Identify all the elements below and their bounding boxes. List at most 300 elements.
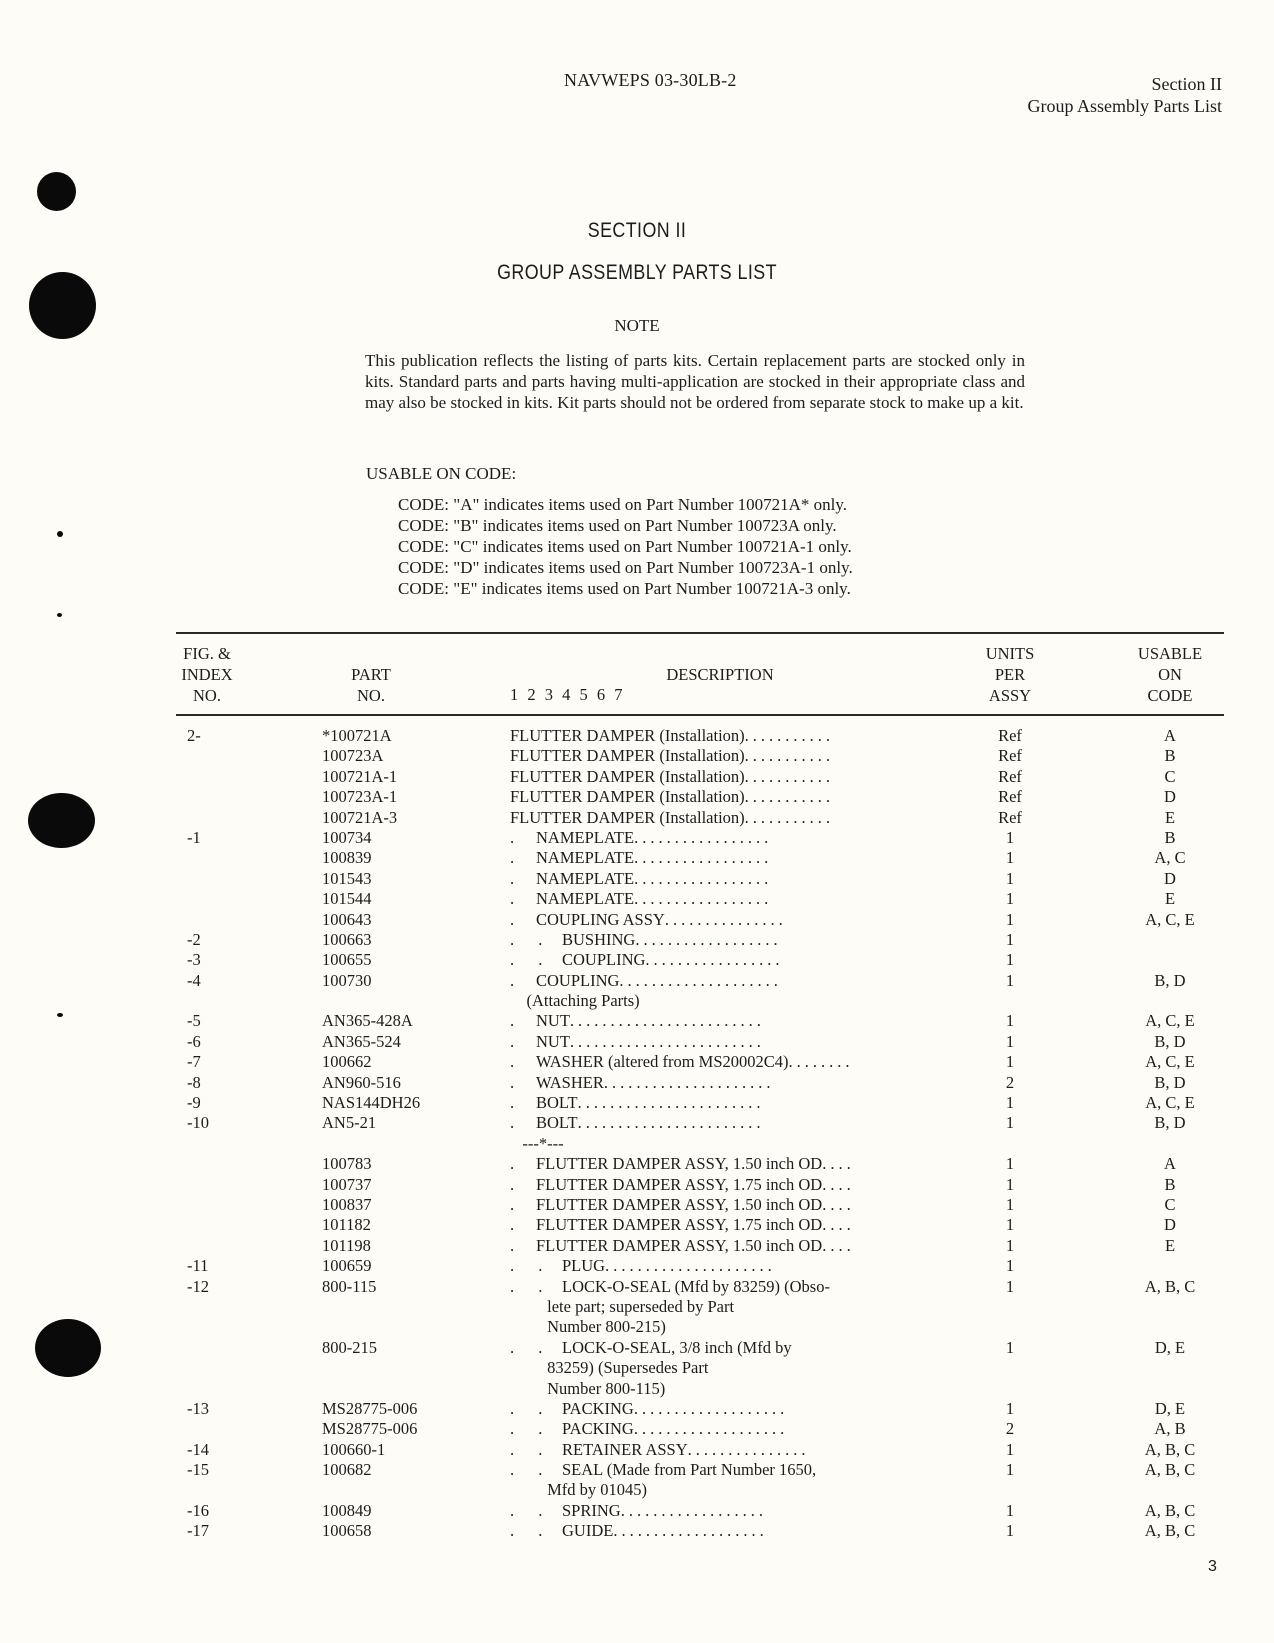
description-text: SPRING xyxy=(562,1500,621,1520)
punch-hole xyxy=(37,172,76,211)
indent-dots: . xyxy=(510,1113,525,1133)
indent-dots: . . xyxy=(510,929,553,949)
description xyxy=(510,930,782,950)
usable-on-code: A, B xyxy=(1154,1419,1186,1439)
indent-dots: . xyxy=(510,1194,525,1214)
usable-on-code: E xyxy=(1164,889,1176,909)
description xyxy=(510,1419,788,1439)
description xyxy=(510,808,834,828)
part-number: 101182 xyxy=(322,1215,371,1235)
description xyxy=(510,1052,854,1072)
indent-dots: . xyxy=(510,970,525,990)
page-title: GROUP ASSEMBLY PARTS LIST xyxy=(497,261,777,284)
description-text: FLUTTER DAMPER (Installation) xyxy=(510,787,745,807)
code-definition: CODE: "E" indicates items used on Part Number 100721A-3 only. xyxy=(398,579,851,598)
part-number: 100730 xyxy=(322,970,372,990)
description xyxy=(510,1317,666,1337)
fig-index: 2- xyxy=(187,726,201,745)
indent-dots: . . xyxy=(510,1521,553,1541)
description xyxy=(510,1215,855,1235)
indent-dots: . . xyxy=(510,1500,553,1520)
usable-on-code: E xyxy=(1164,807,1176,827)
description-text: FLUTTER DAMPER ASSY, 1.50 inch OD xyxy=(536,1154,823,1174)
usable-on-code: B, D xyxy=(1154,1031,1186,1051)
description xyxy=(510,1501,767,1521)
indent-dots: . xyxy=(510,909,525,929)
leader-dots: ....................... xyxy=(577,1113,765,1133)
description-text: NAMEPLATE xyxy=(536,889,635,909)
description xyxy=(510,1073,774,1093)
part-number: MS28775-006 xyxy=(322,1398,418,1418)
table-row xyxy=(0,746,1274,766)
table-row xyxy=(0,1440,1274,1460)
leader-dots: .... xyxy=(822,1154,855,1174)
units-per-assy: 1 xyxy=(1005,1235,1015,1255)
table-row xyxy=(0,1399,1274,1419)
part-number: *100721A xyxy=(322,726,392,745)
fig-index: -15 xyxy=(187,1460,209,1480)
fig-index: -2 xyxy=(187,929,201,949)
leader-dots: ........... xyxy=(744,746,835,766)
page-number: 3 xyxy=(1208,1558,1217,1575)
units-per-assy: 1 xyxy=(1005,909,1015,929)
description xyxy=(510,1440,810,1460)
description-text: NAMEPLATE xyxy=(536,827,635,847)
description-text: Number 800-115) xyxy=(510,1378,666,1398)
indent-dots: . . xyxy=(510,1256,553,1276)
description-text: LOCK-O-SEAL (Mfd by 83259) (Obso- xyxy=(562,1276,830,1296)
units-per-assy: 1 xyxy=(1005,1337,1015,1357)
part-number: AN365-428A xyxy=(322,1011,413,1031)
units-per-assy: 1 xyxy=(1005,1439,1015,1459)
usable-on-code: B, D xyxy=(1154,1072,1186,1092)
table-row xyxy=(0,1175,1274,1195)
part-number: 101198 xyxy=(322,1235,371,1255)
usable-on-code: E xyxy=(1164,1235,1176,1255)
leader-dots: ................. xyxy=(634,848,773,868)
section-heading: SECTION II xyxy=(587,219,687,242)
leader-dots: ........... xyxy=(744,726,835,745)
part-number: 800-115 xyxy=(322,1276,377,1296)
part-number: 100737 xyxy=(322,1174,372,1194)
description-text: Mfd by 01045) xyxy=(510,1480,648,1500)
indent-dots: . xyxy=(510,1174,525,1194)
table-row xyxy=(0,930,1274,950)
units-per-assy: 1 xyxy=(1005,1011,1015,1031)
units-per-assy: Ref xyxy=(998,726,1022,745)
description xyxy=(510,910,787,930)
units-per-assy: Ref xyxy=(998,787,1022,807)
code-definition: CODE: "A" indicates items used on Part Number 100721A* only. xyxy=(398,495,848,514)
description-text: PLUG xyxy=(562,1256,606,1276)
units-per-assy: 1 xyxy=(1005,1256,1015,1276)
leader-dots: .................... xyxy=(619,970,782,990)
part-number: 100837 xyxy=(322,1194,372,1214)
description-text: Number 800-215) xyxy=(510,1317,666,1337)
units-per-assy: 1 xyxy=(1005,848,1015,868)
indent-dots: . . xyxy=(510,1337,553,1357)
units-per-assy: 1 xyxy=(1005,827,1015,847)
description-text: RETAINER ASSY xyxy=(562,1439,688,1459)
description xyxy=(510,889,772,909)
indent-dots: . xyxy=(510,889,525,909)
table-row xyxy=(0,1032,1274,1052)
description xyxy=(510,1399,788,1419)
part-number: 100734 xyxy=(322,827,372,847)
description-text: SEAL (Made from Part Number 1650, xyxy=(562,1460,817,1480)
part-number: 100723A xyxy=(322,746,384,766)
leader-dots: ................. xyxy=(634,889,773,909)
table-row xyxy=(0,1419,1274,1439)
description xyxy=(510,1480,647,1500)
part-number: 100682 xyxy=(322,1460,372,1480)
part-number: 800-215 xyxy=(322,1337,377,1357)
units-per-assy: 2 xyxy=(1005,1072,1015,1092)
description xyxy=(510,1113,764,1133)
table-row xyxy=(0,1501,1274,1521)
table-row xyxy=(0,1317,1274,1337)
part-number: AN960-516 xyxy=(322,1072,401,1092)
description-text: PACKING xyxy=(562,1419,634,1439)
table-row xyxy=(0,1297,1274,1317)
table-row xyxy=(0,726,1274,746)
description-text: 83259) (Supersedes Part xyxy=(510,1358,709,1378)
table-row xyxy=(0,1338,1274,1358)
usable-on-code: A, C, E xyxy=(1145,1011,1195,1031)
units-per-assy: 1 xyxy=(1005,950,1015,970)
description xyxy=(510,1460,816,1480)
leader-dots: ................... xyxy=(613,1521,768,1541)
part-number: 100659 xyxy=(322,1256,372,1276)
description-text: FLUTTER DAMPER ASSY, 1.50 inch OD xyxy=(536,1235,823,1255)
leader-dots: ..................... xyxy=(605,1256,776,1276)
usable-on-code: B, D xyxy=(1154,1113,1186,1133)
usable-on-code: A, B, C xyxy=(1144,1500,1196,1520)
leader-dots: .... xyxy=(822,1174,855,1194)
fig-index: -14 xyxy=(187,1439,209,1459)
fig-index: -3 xyxy=(187,950,201,970)
units-per-assy: 1 xyxy=(1005,1113,1015,1133)
indent-dots: . . xyxy=(510,1398,553,1418)
usable-on-code: D, E xyxy=(1154,1337,1186,1357)
table-row xyxy=(0,971,1274,991)
indent-dots: . xyxy=(510,868,525,888)
table-row xyxy=(0,1073,1274,1093)
table-row xyxy=(0,767,1274,787)
usable-on-code: B xyxy=(1164,1174,1176,1194)
indent-dots: . xyxy=(510,827,525,847)
table-row xyxy=(0,1052,1274,1072)
usable-on-code: A, C, E xyxy=(1145,1093,1195,1113)
table-row xyxy=(0,787,1274,807)
description xyxy=(510,726,834,746)
description xyxy=(510,1195,855,1215)
part-number: 100839 xyxy=(322,848,372,868)
table-row xyxy=(0,1215,1274,1235)
table-row xyxy=(0,1358,1274,1378)
description xyxy=(510,746,834,766)
usable-on-code: A, C, E xyxy=(1145,1052,1195,1072)
description xyxy=(510,1297,734,1317)
description-text: NAMEPLATE xyxy=(536,848,635,868)
leader-dots: .................. xyxy=(620,1500,767,1520)
usable-on-code: A, B, C xyxy=(1144,1460,1196,1480)
leader-dots: ................. xyxy=(634,868,773,888)
fig-index: -16 xyxy=(187,1500,209,1520)
part-number: 100658 xyxy=(322,1521,372,1541)
table-row xyxy=(0,1460,1274,1480)
indent-dots: . xyxy=(510,1235,525,1255)
usable-on-code: D xyxy=(1164,868,1176,888)
table-row xyxy=(0,1236,1274,1256)
fig-index: -4 xyxy=(187,970,201,990)
part-number: 101544 xyxy=(322,889,372,909)
fig-index: -12 xyxy=(187,1276,209,1296)
description-text: WASHER (altered from MS20002C4) xyxy=(536,1052,789,1072)
part-number: 100663 xyxy=(322,929,372,949)
fig-index: -11 xyxy=(187,1256,209,1276)
units-per-assy: 2 xyxy=(1005,1419,1015,1439)
units-per-assy: 1 xyxy=(1005,1093,1015,1113)
table-row xyxy=(0,1113,1274,1133)
units-per-assy: 1 xyxy=(1005,1276,1015,1296)
units-per-assy: 1 xyxy=(1005,889,1015,909)
fig-index: -7 xyxy=(187,1052,201,1072)
note-body: This publication reflects the listing of parts kits. Certain replacement parts are stocked only in kits. Standard parts and parts having multi-application are stocked in their appropriate class and may also be stocked in kits. Kit parts should not be ordered from separate stock to make up a kit. xyxy=(365,351,1025,412)
description-text: NUT xyxy=(536,1031,570,1051)
fig-index: -13 xyxy=(187,1398,209,1418)
leader-dots: .................. xyxy=(635,929,782,949)
indent-dots: . . xyxy=(510,1439,553,1459)
punch-hole xyxy=(57,531,63,537)
description xyxy=(510,1032,765,1052)
code-definition: CODE: "B" indicates items used on Part Number 100723A only. xyxy=(398,516,837,535)
description xyxy=(510,767,834,787)
leader-dots: ............... xyxy=(687,1439,810,1459)
usable-on-code: A, C xyxy=(1154,848,1186,868)
fig-index: -1 xyxy=(187,827,201,847)
description-text: FLUTTER DAMPER ASSY, 1.75 inch OD xyxy=(536,1174,823,1194)
table-header-rule xyxy=(176,714,1224,716)
leader-dots: ........... xyxy=(744,807,835,827)
header-part-no: PART NO. xyxy=(351,665,391,705)
part-number: 100662 xyxy=(322,1052,372,1072)
usable-on-code: D, E xyxy=(1154,1398,1186,1418)
section-label: Section II xyxy=(1151,74,1222,94)
description xyxy=(510,1134,564,1154)
fig-index: -9 xyxy=(187,1093,201,1113)
note-title: NOTE xyxy=(614,316,660,335)
usable-on-code: B xyxy=(1164,827,1176,847)
description xyxy=(510,1338,792,1358)
description xyxy=(510,848,772,868)
description-text: NAMEPLATE xyxy=(536,868,635,888)
usable-on-code: A, B, C xyxy=(1144,1521,1196,1541)
description xyxy=(510,1358,708,1378)
indent-dots: . . xyxy=(510,1419,553,1439)
units-per-assy: 1 xyxy=(1005,970,1015,990)
leader-dots: ................. xyxy=(634,827,773,847)
units-per-assy: Ref xyxy=(998,746,1022,766)
table-row xyxy=(0,1134,1274,1154)
header-description: DESCRIPTION xyxy=(666,665,774,684)
table-row xyxy=(0,848,1274,868)
header-units-per-assy: UNITS PER ASSY xyxy=(985,644,1035,705)
indent-dots: . xyxy=(510,1072,525,1092)
indent-dots: . xyxy=(510,1011,525,1031)
header-usable-on-code: USABLE ON CODE xyxy=(1137,644,1203,705)
description xyxy=(510,991,640,1011)
description xyxy=(510,1521,768,1541)
header-fig-index: FIG. & INDEX NO. xyxy=(181,644,233,705)
indent-dots: . xyxy=(510,1154,525,1174)
description-text: FLUTTER DAMPER ASSY, 1.50 inch OD xyxy=(536,1194,823,1214)
part-number: 100643 xyxy=(322,909,372,929)
description-text: COUPLING ASSY xyxy=(536,909,665,929)
units-per-assy: 1 xyxy=(1005,1031,1015,1051)
section-title: Group Assembly Parts List xyxy=(1027,96,1222,116)
units-per-assy: 1 xyxy=(1005,868,1015,888)
part-number: 100660-1 xyxy=(322,1439,386,1459)
table-row xyxy=(0,1011,1274,1031)
part-number: AN5-21 xyxy=(322,1113,377,1133)
description xyxy=(510,950,784,970)
indent-dots: . . xyxy=(510,1460,553,1480)
table-row xyxy=(0,869,1274,889)
leader-dots: .... xyxy=(822,1194,855,1214)
description-text: BUSHING xyxy=(562,929,636,949)
leader-dots: ............... xyxy=(664,909,787,929)
leader-dots: .... xyxy=(822,1235,855,1255)
part-number: 100723A-1 xyxy=(322,787,398,807)
usable-on-code: C xyxy=(1164,1194,1176,1214)
usable-on-code: D xyxy=(1164,1215,1176,1235)
description xyxy=(510,1011,765,1031)
units-per-assy: 1 xyxy=(1005,1215,1015,1235)
description-text: lete part; superseded by Part xyxy=(510,1296,735,1316)
description-text: FLUTTER DAMPER (Installation) xyxy=(510,746,745,766)
part-number: AN365-524 xyxy=(322,1031,401,1051)
units-per-assy: Ref xyxy=(998,807,1022,827)
header-indent-levels: 1 2 3 4 5 6 7 xyxy=(510,685,623,704)
units-per-assy: 1 xyxy=(1005,929,1015,949)
table-row xyxy=(0,1277,1274,1297)
description xyxy=(510,1277,830,1297)
usable-on-code: B xyxy=(1164,746,1176,766)
table-row xyxy=(0,1480,1274,1500)
description xyxy=(510,1236,855,1256)
usable-code-list xyxy=(398,494,853,599)
leader-dots: ................. xyxy=(645,950,784,970)
description xyxy=(510,971,782,991)
leader-dots: ..................... xyxy=(603,1072,775,1092)
part-number: 100721A-1 xyxy=(322,766,398,786)
code-definition: CODE: "D" indicates items used on Part Number 100723A-1 only. xyxy=(398,558,853,577)
units-per-assy: 1 xyxy=(1005,1174,1015,1194)
table-row xyxy=(0,910,1274,930)
leader-dots: ........................ xyxy=(569,1011,765,1031)
leader-dots: ........ xyxy=(788,1052,854,1072)
table-row xyxy=(0,1521,1274,1541)
usable-on-code: A, C, E xyxy=(1145,909,1195,929)
table-row xyxy=(0,950,1274,970)
units-per-assy: 1 xyxy=(1005,1521,1015,1541)
description-text: BOLT xyxy=(536,1113,578,1133)
description xyxy=(510,787,834,807)
usable-on-code: A, B, C xyxy=(1144,1439,1196,1459)
indent-dots: . xyxy=(510,1052,525,1072)
units-per-assy: 1 xyxy=(1005,1194,1015,1214)
part-number: 101543 xyxy=(322,868,372,888)
description-text: (Attaching Parts) xyxy=(510,991,640,1011)
description-text: NUT xyxy=(536,1011,570,1031)
part-number: 100655 xyxy=(322,950,372,970)
leader-dots: ........................ xyxy=(569,1031,765,1051)
table-row xyxy=(0,808,1274,828)
fig-index: -5 xyxy=(187,1011,201,1031)
part-number: 100783 xyxy=(322,1154,372,1174)
units-per-assy: 1 xyxy=(1005,1398,1015,1418)
table-row xyxy=(0,1154,1274,1174)
description xyxy=(510,1093,764,1113)
indent-dots: . . xyxy=(510,1276,553,1296)
description-text: ---*--- xyxy=(510,1133,564,1153)
parts-table-body xyxy=(0,726,1274,1542)
running-header xyxy=(1027,73,1222,117)
units-per-assy: 1 xyxy=(1005,1052,1015,1072)
leader-dots: ....................... xyxy=(577,1093,765,1113)
description xyxy=(510,1256,776,1276)
table-row xyxy=(0,828,1274,848)
table-row xyxy=(0,1379,1274,1399)
units-per-assy: 1 xyxy=(1005,1154,1015,1174)
table-row xyxy=(0,1195,1274,1215)
code-definition: CODE: "C" indicates items used on Part Number 100721A-1 only. xyxy=(398,537,852,556)
usable-on-code: A xyxy=(1164,1154,1176,1174)
description xyxy=(510,869,772,889)
description xyxy=(510,1154,855,1174)
indent-dots: . xyxy=(510,848,525,868)
usable-on-code: D xyxy=(1164,787,1176,807)
fig-index: -8 xyxy=(187,1072,201,1092)
part-number: MS28775-006 xyxy=(322,1419,418,1439)
description-text: PACKING xyxy=(562,1398,634,1418)
usable-on-code-title: USABLE ON CODE: xyxy=(366,464,517,483)
usable-on-code: A, B, C xyxy=(1144,1276,1196,1296)
table-row xyxy=(0,991,1274,1011)
description-text: FLUTTER DAMPER (Installation) xyxy=(510,766,745,786)
part-number: NAS144DH26 xyxy=(322,1093,421,1113)
document-number: NAVWEPS 03-30LB-2 xyxy=(564,70,737,90)
description-text: WASHER xyxy=(536,1072,604,1092)
description-text: GUIDE xyxy=(562,1521,614,1541)
punch-hole xyxy=(57,613,62,617)
leader-dots: ................... xyxy=(633,1419,789,1439)
units-per-assy: 1 xyxy=(1005,1460,1015,1480)
leader-dots: ........... xyxy=(744,766,835,786)
leader-dots: .... xyxy=(822,1215,855,1235)
indent-dots: . . xyxy=(510,950,553,970)
usable-on-code: B, D xyxy=(1154,970,1186,990)
table-top-rule xyxy=(176,632,1224,634)
leader-dots: ................... xyxy=(633,1398,789,1418)
fig-index: -10 xyxy=(187,1113,209,1133)
fig-index: -6 xyxy=(187,1031,201,1051)
description-text: FLUTTER DAMPER (Installation) xyxy=(510,807,745,827)
description-text: BOLT xyxy=(536,1093,578,1113)
part-number: 100849 xyxy=(322,1500,372,1520)
description xyxy=(510,1379,665,1399)
